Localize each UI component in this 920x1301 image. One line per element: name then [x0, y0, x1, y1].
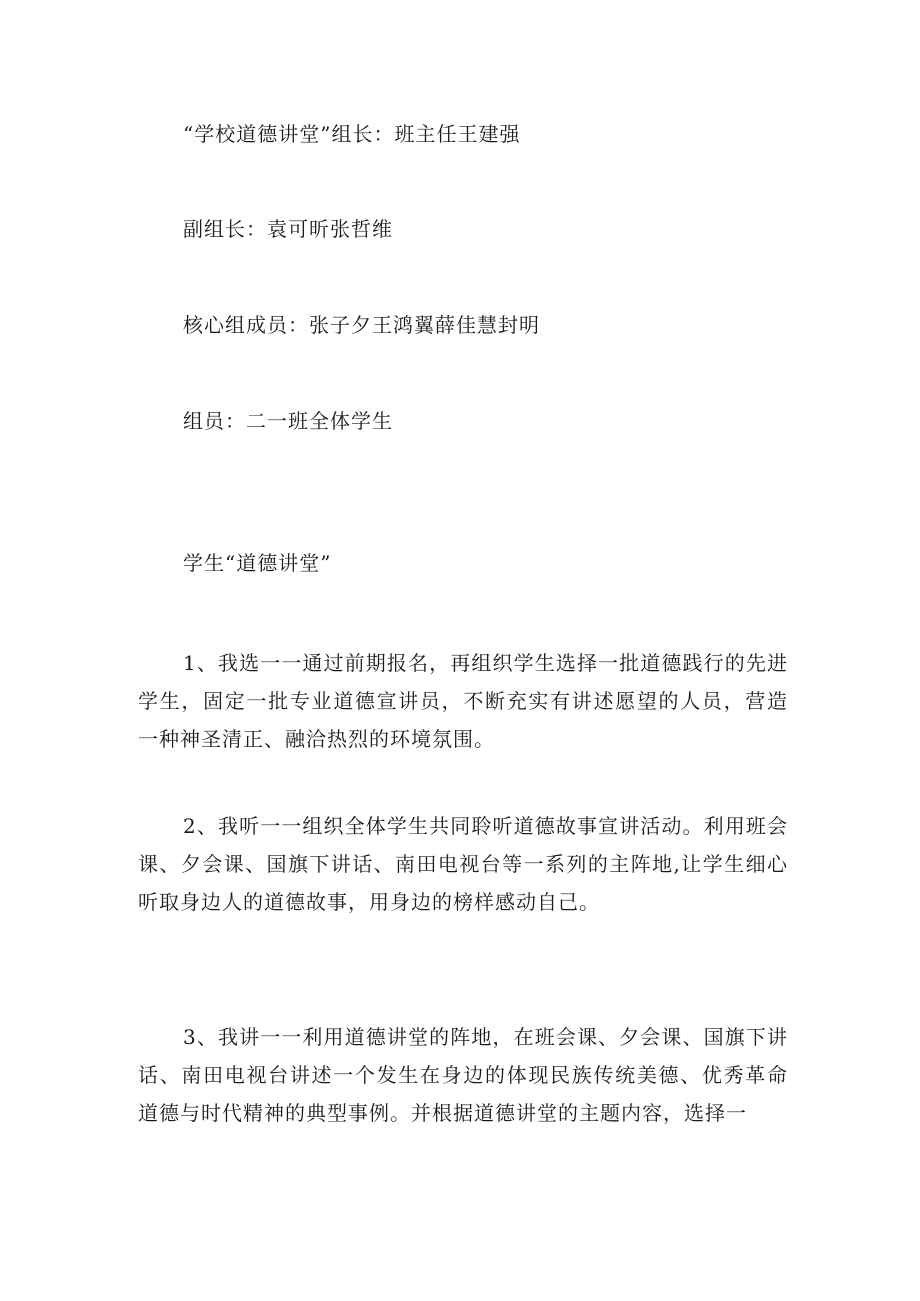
paragraph-2: 2、我听一一组织全体学生共同聆听道德故事宣讲活动。利用班会课、夕会课、国旗下讲话、南田电视台等一系列的主阵地,让学生细心听取身边人的道德故事，用身边的榜样感动自己。 — [138, 814, 788, 914]
org-deputy-line: 副组长：袁可昕张哲维 — [183, 217, 393, 241]
paragraph-1: 1、我选一一通过前期报名，再组织学生选择一批道德践行的先进学生，固定一批专业道德宣讲员，不断充实有讲述愿望的人员，营造一种神圣清正、融洽热烈的环境氛围。 — [138, 651, 788, 751]
org-leader-line: “学校道德讲堂”组长：班主任王建强 — [183, 122, 521, 146]
org-core-members-line: 核心组成员：张子夕王鸿翼薛佳慧封明 — [183, 313, 540, 337]
paragraph-3: 3、我讲一一利用道德讲堂的阵地，在班会课、夕会课、国旗下讲话、南田电视台讲述一个发生在身边的体现民族传统美德、优秀革命道德与时代精神的典型事例。并根据道德讲堂的主题内容，选择一 — [138, 1025, 788, 1125]
org-members-line: 组员：二一班全体学生 — [183, 409, 393, 433]
section-title: 学生“道德讲堂” — [183, 551, 332, 575]
